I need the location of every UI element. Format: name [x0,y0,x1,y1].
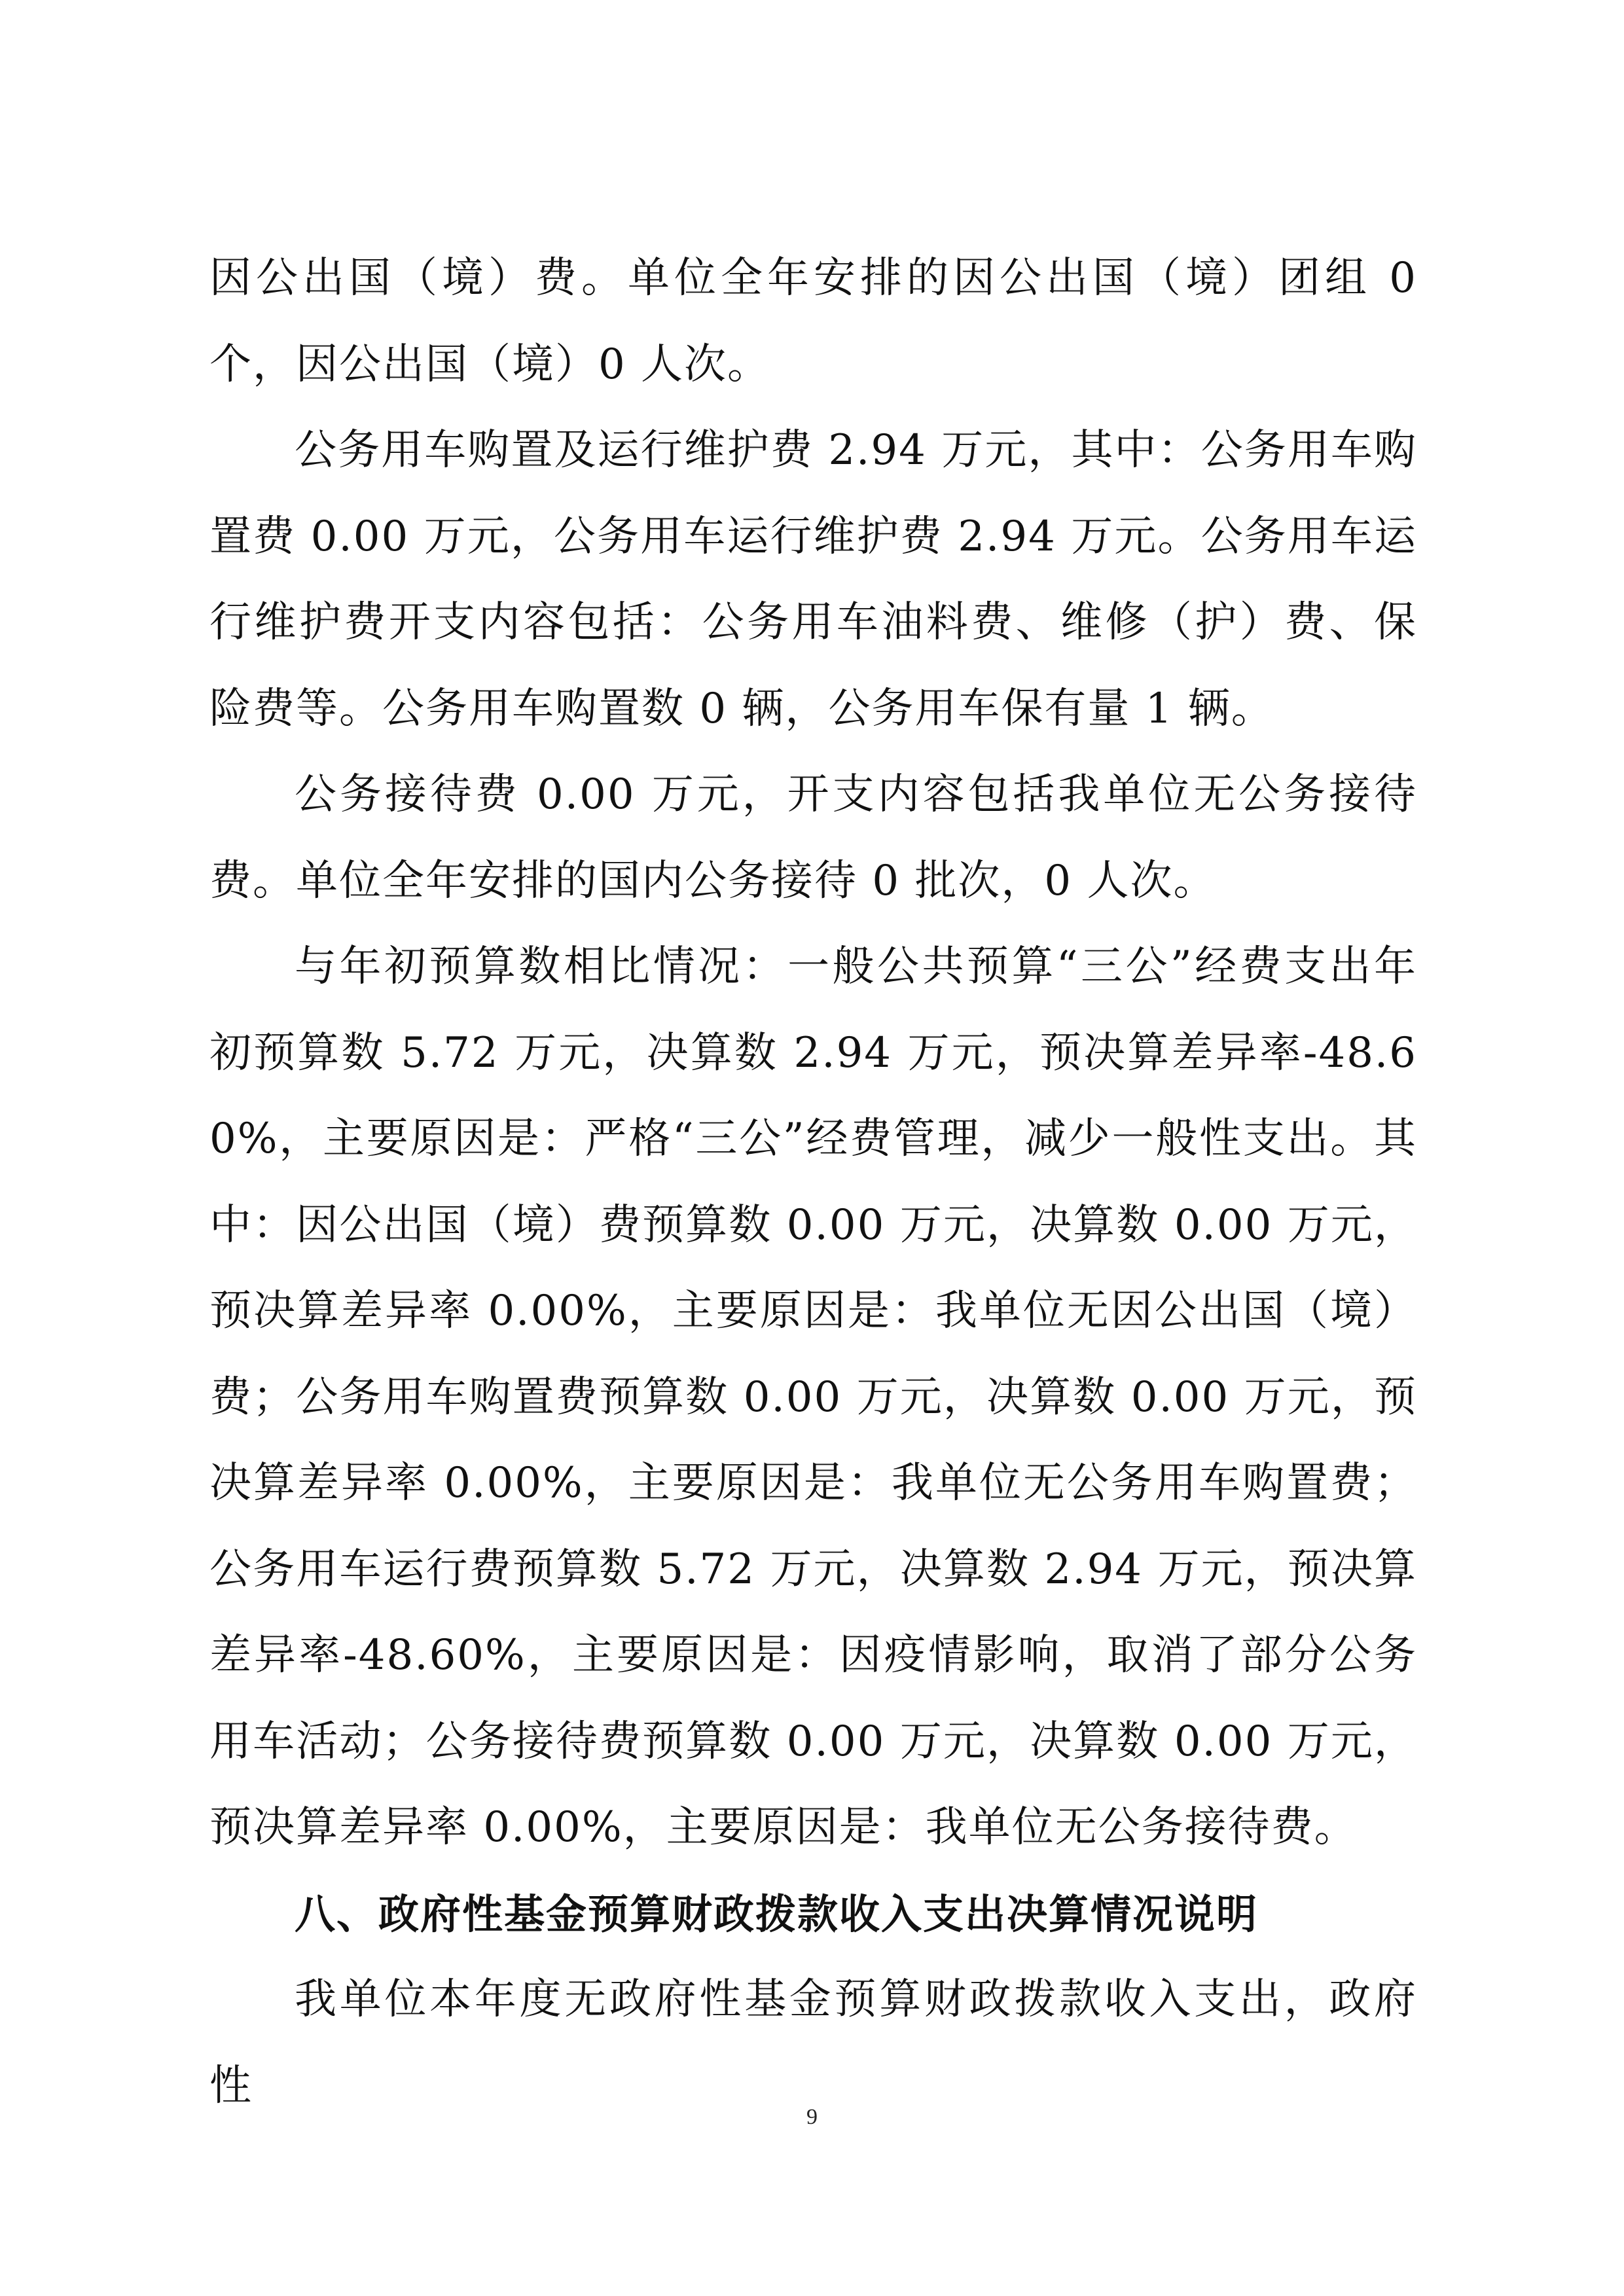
section-heading: 八、政府性基金预算财政拨款收入支出决算情况说明 [295,1890,1259,1938]
document-body [209,236,1417,2129]
page-number: 9 [806,2105,818,2129]
paragraph-official-reception: 公务接待费 0.00 万元，开支内容包括我单位无公务接待费。单位全年安排的国内公务接待 0 批次，0 人次。 [209,770,1417,905]
paragraph-official-vehicles: 公务用车购置及运行维护费 2.94 万元，其中：公务用车购置费 0.00 万元，公务用车运行维护费 2.94 万元。公务用车运行维护费开支内容包括：公务用车油料费、维修（护）费、保险费等。公务用车购置数 0 辆，公务用车保有量 1 辆。 [209,426,1417,733]
paragraph-budget-comparison: 与年初预算数相比情况：一般公共预算“三公”经费支出年初预算数 5.72 万元，决算数 2.94 万元，预决算差异率-48.60%，主要原因是：严格“三公”经费管理，减少一般性支出。其中：因公出国（境）费预算数 0.00 万元，决算数 0.00 万元，预决算差异率 0.00%，主要原因是：我单位无因公出国（境）费；公务用车购置费预算数 0.00 万元，决算数 0.00 万元，预决算差异率 0.00%，主要原因是：我单位无公务用车购置费；公务用车运行费预算数 5.72 万元，决算数 2.94 万元，预决算差异率-48.60%，主要原因是：因疫情影响，取消了部分公务用车活动；公务接待费预算数 0.00 万元，决算数 0.00 万元，预决算差异率 0.00%，主要原因是：我单位无公务接待费。 [209,942,1417,1852]
paragraph-government-fund: 我单位本年度无政府性基金预算财政拨款收入支出，政府性 [209,1975,1417,2110]
paragraph-overseas-travel: 因公出国（境）费。单位全年安排的因公出国（境）团组 0 个，因公出国（境）0 人次。 [209,254,1417,389]
